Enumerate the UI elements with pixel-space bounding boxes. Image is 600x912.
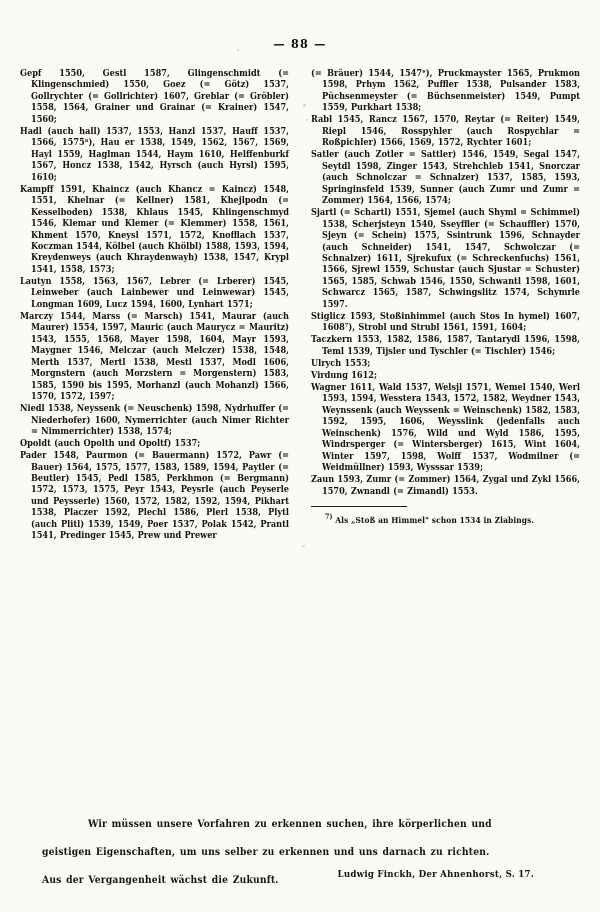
index-entry: Gepf 1550, Gestl 1587, Glingenschmidt (= Klingenschmied) 1550, Goez (= Götz) 1537, Gollrychter (= Gollrichter) 1607, Greblar (= Gröbler) 1558, 1564, Grainer und Grainar (= Krainer) 1547, 1560; — [20, 68, 289, 125]
footnote-marker: 7) — [325, 512, 333, 522]
footnote-text: Als „Stoß an Himmel" schon 1534 in Zlabings. — [335, 514, 535, 525]
index-entry: Niedl 1538, Neyssenk (= Neuschenk) 1598, Nydrhuffer (= Niederhofer) 1600, Nymerrichter (auch Nimer Richter = Nimmerrichter) 1538, 1574; — [20, 403, 289, 438]
index-entry: Zaun 1593, Zumr (= Zommer) 1564, Zygal und Zykl 1566, 1570, Zwnandl (= Zimandl) 1553. — [311, 474, 580, 497]
footnote — [311, 512, 580, 525]
scan-speckle — [303, 104, 306, 107]
index-entry: Ulrych 1553; — [311, 357, 371, 369]
index-entry: Sjartl (= Schartl) 1551, Sjemel (auch Shyml = Schimmel) 1538, Scherjsteyn 1540, Sseyffler (= Schauffler) 1570, Sjeyn (= Schein) 1575, Ssintrunk 1596, Schnayder (auch Schneider) 1541, 1547, Schwolczar (= Schnalzer) 1611, Sjrekufux (= Schreckenfuchs) 1561, 1566, Sjrewl 1559, Schustar (auch Sjustar = Schuster) 1565, 1585, Schwab 1546, 1550, Schwantl 1598, 1601, Schwarcz 1565, 1587, Schwingslitz 1574, Schymrle 1597. — [311, 207, 580, 310]
closing-quote — [42, 806, 558, 899]
scan-speckle — [306, 119, 308, 121]
index-entry: Stiglicz 1593, Stoßinhimmel (auch Stos In hymel) 1607, 1608⁷), Strobl und Strubl 1561, 1591, 1604; — [311, 310, 580, 334]
index-entry: Satler (auch Zotler = Sattler) 1546, 1549, Segal 1547, Seytdl 1598, Zinger 1543, Strehchleb 1541, Snorczar (auch Schnolczar = Schnalzer) 1537, 1585, 1593, Springinsfeld 1539, Sunner (auch Zumr und Zumr = Zommer) 1564, 1566, 1574; — [311, 149, 580, 207]
index-entry: (= Bräuer) 1544, 1547ᵉ), Pruckmayster 1565, Prukmon 1598, Prhym 1562, Puffler 1538, Pulsander 1583, Püchsenmeyster (= Büchsenmeister) 1549, Pumpt 1559, Purkhart 1538; — [311, 68, 580, 114]
footnote-separator-rule — [311, 506, 407, 507]
quote-line: geistigen Eigenschaften, um uns selber zu erkennen und uns darnach zu richten. — [42, 845, 490, 858]
page-number: — 88 — — [273, 36, 327, 51]
scan-speckle — [302, 545, 305, 547]
index-entry: Pader 1548, Paurmon (= Bauermann) 1572, Pawr (= Bauer) 1564, 1575, 1577, 1583, 1589, 1594, Paytler (= Beutler) 1545, Pedl 1585, Perkhmon (= Bergmann) 1572, 1573, 1575, Peyr 1543, Peysrle (auch Peyserle und Peysserle) 1560, 1572, 1582, 1592, 1594, Pikhart 1538, Placzer 1592, Plechl 1586, Plerl 1538, Plytl (auch Plitl) 1539, 1549, Poer 1537, Polak 1542, Prantl 1541, Predinger 1545, Prew und Prewer — [20, 450, 289, 542]
index-entry: Hadl (auch hall) 1537, 1553, Hanzl 1537, Hauff 1537, 1566, 1575ᵃ), Hau er 1538, 1549, 1562, 1567, 1569, Hayl 1559, Haglman 1544, Haym 1610, Helffenburkf 1567, Honcz 1538, 1542, Hyrsch (auch Hyrsl) 1595, 1610; — [20, 125, 289, 183]
index-entry: Marczy 1544, Marss (= Marsch) 1541, Maurar (auch Maurer) 1554, 1597, Mauric (auch Maurycz = Mauritz) 1543, 1555, 1568, Mayer 1598, 1604, Mayr 1593, Maygner 1546, Melczar (auch Melczer) 1538, 1548, Merth 1537, Mertl 1538, Mestl 1537, Modl 1606, Morgnstern (auch Morzstern = Morgenstern) 1583, 1585, 1590 bis 1595, Morhanzl (auch Mohanzl) 1566, 1570, 1572, 1597; — [20, 310, 289, 403]
index-entry: Rabl 1545, Rancz 1567, 1570, Reytar (= Reiter) 1549, Riepl 1546, Rosspyhler (auch Rospychlar = Roßpichler) 1566, 1569, 1572, Rychter 1601; — [311, 114, 580, 149]
quote-attribution: Ludwig Finckh, Der Ahnenhorst, S. 17. — [337, 869, 534, 880]
index-entry: Opoldt (auch Opolth und Opoltf) 1537; — [20, 438, 201, 450]
index-columns — [20, 68, 580, 768]
scan-speckle — [237, 49, 239, 51]
quote-line: Aus der Vergangenheit wächst die Zukunft. — [42, 873, 279, 886]
index-entry: Virdung 1612; — [311, 369, 377, 381]
right-column — [311, 68, 580, 768]
index-entry: Lautyn 1558, 1563, 1567, Lebrer (= Lrberer) 1545, Leinweber (auch Lainbewer und Leinwewar) 1545, Longman 1609, Lucz 1594, 1600, Lynhart 1571; — [20, 275, 289, 310]
quote-line: Wir müssen unsere Vorfahren zu erkennen suchen, ihre körperlichen und — [88, 818, 492, 831]
index-entry: Kampff 1591, Khaincz (auch Khancz = Kaincz) 1548, 1551, Khelnar (= Kellner) 1581, Khejlpodn (= Kesselboden) 1538, Khlaus 1545, Khlingenschmyd 1546, Klemar und Klemer (= Klemmer) 1558, 1561, Khment 1570, Kneysl 1571, 1572, Knofflach 1537, Koczman 1544, Kölbel (auch Khölbl) 1588, 1593, 1594, Kreydenweys (auch Khraydenwayh) 1538, 1547, Krypl 1541, 1558, 1573; — [20, 183, 289, 275]
index-entry: Taczkern 1553, 1582, 1586, 1587, Tantarydl 1596, 1598, Teml 1539, Tijsler und Tyschler (= Tischler) 1546; — [311, 334, 580, 357]
index-entry: Wagner 1611, Wald 1537, Welsjl 1571, Wemel 1540, Werl 1593, 1594, Wesstera 1543, 1572, 1582, Weydner 1543, Weynssenk (auch Weyssenk = Weinschenk) 1582, 1583, 1592, 1595, 1606, Weysslink (jedenfalls auch Weinschenk) 1576, Wild und Wyld 1586, 1595, Windrsperger (= Wintersberger) 1615, Wint 1604, Winter 1597, 1598, Wolff 1537, Wodmilner (= Weidmüllner) 1593, Wysssar 1539; — [311, 381, 580, 474]
left-column — [20, 68, 289, 768]
